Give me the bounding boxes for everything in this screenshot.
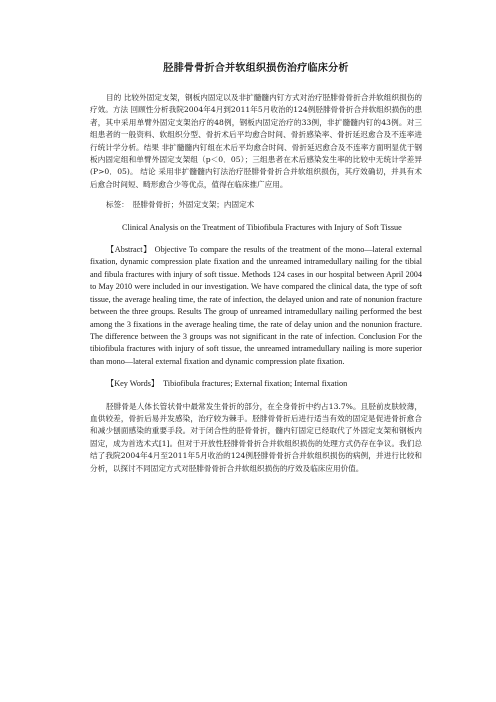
abstract-chinese: 目的 比较外固定支架，钢板内固定以及非扩髓髓内钉方式对治疗胫腓骨骨折合并软组织损伤的疗效。方法 回顾性分析我院2004年4月到2011年5月收治的124例胫腓骨骨折合并软组织损伤的患者，其中采用单臂外固定支架治疗的48例，钢板内固定治疗的33例，非扩髓髓内钉的43例。对三组患者的一般资料、软组织分型、骨折术后平均愈合时间、骨折感染率、骨折延迟愈合及不连率进行统计学分析。结果 非扩髓髓内钉组在术后平均愈合时间、骨折延迟愈合及不连率方面明显优于钢板内固定组和单臂外固定支架组（p＜0．05）；三组患者在术后感染发生率的比较中无统计学差异(P>0．05)。 结论 采用非扩髓髓内钉法治疗胫腓骨骨折合并软组织损伤，其疗效确切，并具有术后愈合时间短、畸形愈合少等优点，值得在临床推广应用。 xyxy=(90,93,422,189)
keywords-english xyxy=(90,378,422,390)
document-page xyxy=(90,62,422,475)
keywords-english-text: Tibiofibula fractures; External fixation; Internal fixation xyxy=(163,379,348,389)
keywords-chinese xyxy=(90,199,422,211)
body-paragraph: 胫腓骨是人体长管状骨中最常发生骨折的部分，在全身骨折中约占13.7%。且胫前皮肤较薄，血供较差，骨折后易并发感染，治疗较为棘手。胫腓骨骨折后进行适当有效的固定是促进骨折愈合和减少刨面感染的重要手段。对于闭合性的胫骨骨折，髓内钉固定已经取代了外固定支架和钢板内固定，成为首选术式[1]。但对于开放性胫腓骨骨折合并软组织损伤的处理方式仍存在争议。我们总结了我院2004年4月至2011年5月收治的124例胫腓骨骨折合并软组织损伤的病例，并进行比较和分析，以探讨不同固定方式对胫腓骨骨折合并软组织损伤的疗效及临床应用价值。 xyxy=(90,401,422,473)
paper-title: 胫腓骨骨折合并软组织损伤治疗临床分析 xyxy=(163,63,349,74)
keywords-chinese-text: 胫腓骨骨折；外固定支架；内固定术 xyxy=(132,200,255,210)
keywords-english-label: 【Key Words】 xyxy=(106,379,160,389)
abstract-english: 【Abstract】 Objective To compare the results of the treatment of the mono—lateral external fixation, dynamic compression plate fixation and the unreamed intramedullary nailing for the tibial and fibula fractures with injury of soft tissue. Methods 124 cases in our hospital between April 2004 to May 2010 were included in our investigation. We have compared the clinical data, the type of soft tissue, the average healing time, the rate of infection, the delayed union and rate of nonunion fracture between the three groups. Results The group of unreamed intramedullary nailing performed the best among the 3 fixations in the average healing time, the rate of delay union and the nonunion fracture. The difference between the 3 groups was not significant in the rate of infection. Conclusion For the tibiofibula fractures with injury of soft tissue, the unreamed intramedullary nailing is more superior than mono—lateral external fixation and dynamic compression plate fixation. xyxy=(90,245,422,366)
english-title: Clinical Analysis on the Treatment of Tibiofibula Fractures with Injury of Soft Tissue xyxy=(122,222,402,232)
keywords-chinese-label: 标签： xyxy=(106,200,129,210)
